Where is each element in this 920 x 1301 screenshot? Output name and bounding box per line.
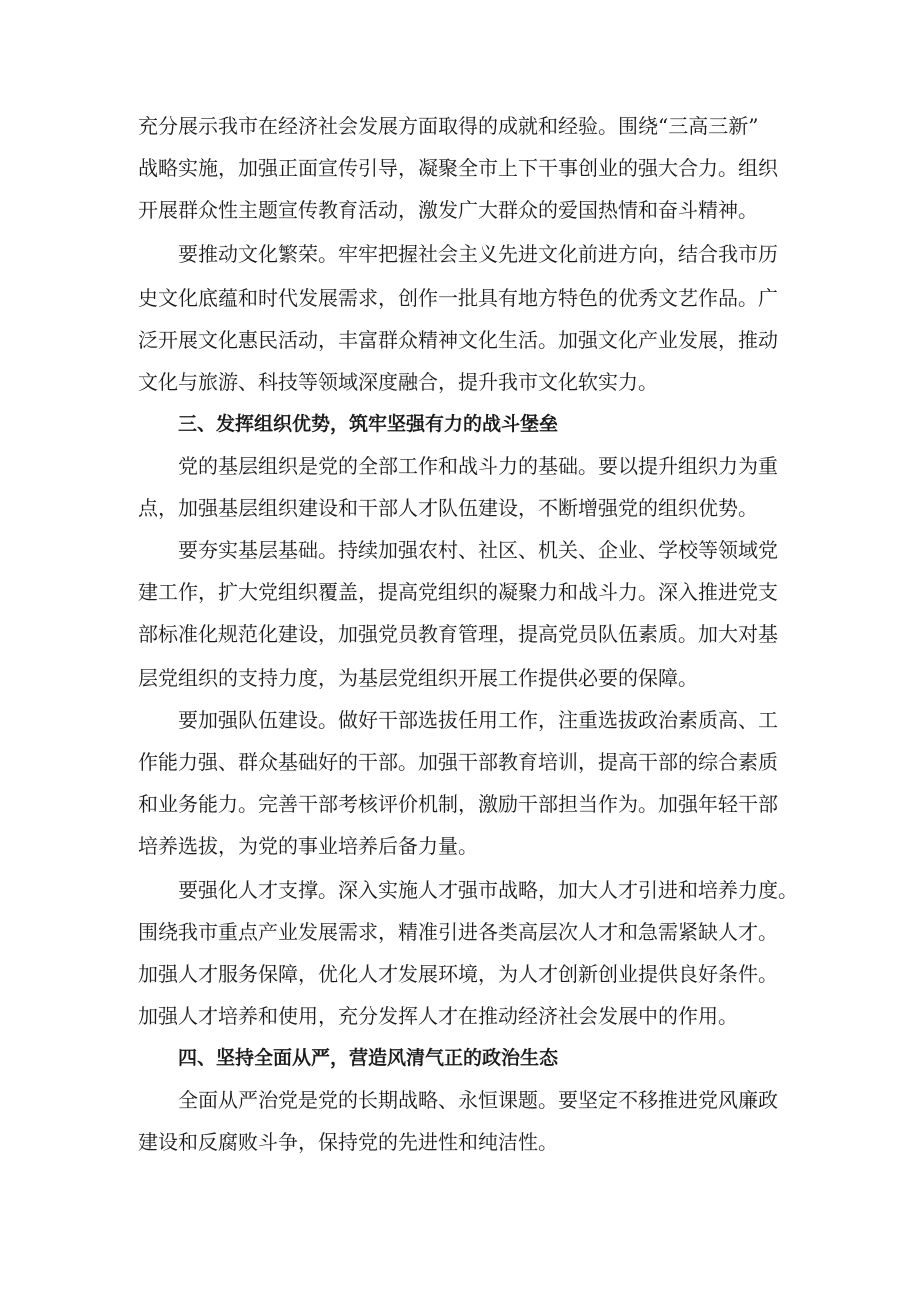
paragraph-first-line: 全面从严治党是党的长期战略、永恒课题。要坚定不移推进党风廉政 (178, 1088, 778, 1112)
paragraph-first-line: 要推动文化繁荣。牢牢把握社会主义先进文化前进方向，结合我市历 (178, 242, 778, 266)
paragraph-first-line: 要夯实基层基础。持续加强农村、社区、机关、企业、学校等领域党 (178, 538, 778, 562)
section-heading: 三、发挥组织优势，筑牢坚强有力的战斗堡垒 (178, 413, 559, 435)
text-line: 充分展示我市在经济社会发展方面取得的成就和经验。围绕“三高三新” (138, 114, 759, 138)
text-line: 泛开展文化惠民活动，丰富群众精神文化生活。加强文化产业发展，推动 (138, 328, 778, 352)
text-line: 围绕我市重点产业发展需求，精准引进各类高层次人才和急需紧缺人才。 (138, 920, 778, 944)
text-line: 建设和反腐败斗争，保持党的先进性和纯洁性。 (138, 1130, 558, 1154)
text-line: 层党组织的支持力度，为基层党组织开展工作提供必要的保障。 (138, 666, 698, 690)
paragraph-first-line: 党的基层组织是党的全部工作和战斗力的基础。要以提升组织力为重 (178, 454, 778, 478)
text-line: 点，加强基层组织建设和干部人才队伍建设，不断增强党的组织优势。 (138, 496, 758, 520)
text-line: 史文化底蕴和时代发展需求，创作一批具有地方特色的优秀文艺作品。广 (138, 286, 778, 310)
text-line: 文化与旅游、科技等领域深度融合，提升我市文化软实力。 (138, 370, 658, 394)
paragraph-first-line: 要强化人才支撑。深入实施人才强市战略，加大人才引进和培养力度。 (178, 878, 798, 902)
text-line: 作能力强、群众基础好的干部。加强干部教育培训，提高干部的综合素质 (138, 750, 778, 774)
text-line: 战略实施，加强正面宣传引导，凝聚全市上下干事创业的强大合力。组织 (138, 156, 778, 180)
text-line: 建工作，扩大党组织覆盖，提高党组织的凝聚力和战斗力。深入推进党支 (138, 580, 778, 604)
text-line: 和业务能力。完善干部考核评价机制，激励干部担当作为。加强年轻干部 (138, 792, 778, 816)
text-line: 加强人才服务保障，优化人才发展环境，为人才创新创业提供良好条件。 (138, 962, 778, 986)
text-line: 开展群众性主题宣传教育活动，激发广大群众的爱国热情和奋斗精神。 (138, 198, 758, 222)
paragraph-first-line: 要加强队伍建设。做好干部选拔任用工作，注重选拔政治素质高、工 (178, 708, 778, 732)
text-line: 加强人才培养和使用，充分发挥人才在推动经济社会发展中的作用。 (138, 1004, 738, 1028)
text-line: 部标准化规范化建设，加强党员教育管理，提高党员队伍素质。加大对基 (138, 622, 778, 646)
text-line: 培养选拔，为党的事业培养后备力量。 (138, 834, 478, 858)
section-heading: 四、坚持全面从严，营造风清气正的政治生态 (178, 1047, 559, 1069)
